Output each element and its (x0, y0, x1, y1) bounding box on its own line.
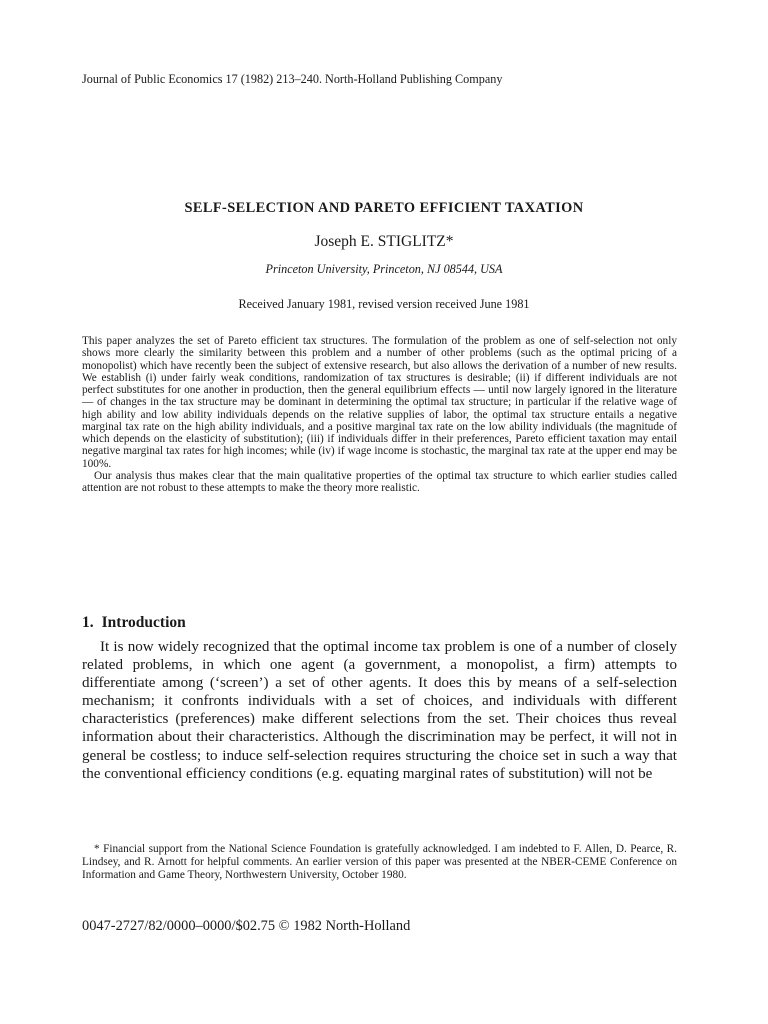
received-dates: Received January 1981, revised version received June 1981 (238, 297, 530, 311)
author-affiliation: Princeton University, Princeton, NJ 08544, USA (265, 262, 503, 276)
section-body (82, 638, 677, 783)
abstract-paragraph: This paper analyzes the set of Pareto efficient tax structures. The formulation of the problem as one of self-selection not only shows more clearly the similarity between this problem and a number of other problems (such as the optimal pricing of a monopolist) which have recently been the subject of extensive research, but also allows the derivation of a number of new results. We establish (i) under fairly weak conditions, randomization of tax structures is desirable; (ii) if different individuals are not perfect substitutes for one another in production, then the general equilibrium effects — until now largely ignored in the literature — of changes in the tax structure may be dominant in determining the optimal tax structure; in particular if the relative wage of high ability and low ability individuals depends on the relative supplies of labor, the optimal tax structure entails a negative marginal tax rate on the high ability individuals, and a positive marginal tax rate on the low ability individuals (the magnitude of which depends on the elasticity of substitution); (iii) if individuals differ in their preferences, Pareto efficient taxation may entail negative marginal tax rates for high incomes; while (iv) if wage income is stochastic, the marginal tax rate at the upper end may be 100%. (82, 335, 677, 470)
article-title: SELF-SELECTION AND PARETO EFFICIENT TAXATION (184, 200, 584, 216)
journal-header: Journal of Public Economics 17 (1982) 213–240. North-Holland Publishing Company (82, 72, 503, 86)
abstract-paragraph: Our analysis thus makes clear that the main qualitative properties of the optimal tax structure to which earlier studies called attention are not robust to these attempts to make the theory more realistic. (82, 469, 677, 494)
section-number: 1. (82, 614, 94, 631)
copyright-line: 0047-2727/82/0000–0000/$02.75 © 1982 North-Holland (82, 918, 411, 934)
section-heading (82, 614, 682, 632)
footnote (82, 843, 677, 882)
article-author: Joseph E. STIGLITZ* (314, 233, 454, 250)
footnote-text: * Financial support from the National Science Foundation is gratefully acknowledged. I am indebted to F. Allen, D. Pearce, R. Lindsey, and R. Arnott for helpful comments. An earlier version of this paper was presented at the NBER-CEME Conference on Information and Game Theory, Northwestern University, October 1980. (82, 843, 677, 881)
body-paragraph: It is now widely recognized that the optimal income tax problem is one of a number of closely related problems, in which one agent (a government, a monopolist, a firm) attempts to differentiate among (‘screen’) a set of other agents. It does this by means of a self-selection mechanism; it confronts individuals with a set of choices, and individuals with different characteristics (preferences) make different selections from the set. Their choices thus reveal information about their characteristics. Although the discrimination may be perfect, it will not in general be costless; to induce self-selection requires structuring the choice set in such a way that the conventional efficiency conditions (e.g. equating marginal rates of substitution) will not be (82, 639, 677, 782)
section-title: Introduction (101, 614, 186, 631)
abstract (82, 335, 677, 494)
